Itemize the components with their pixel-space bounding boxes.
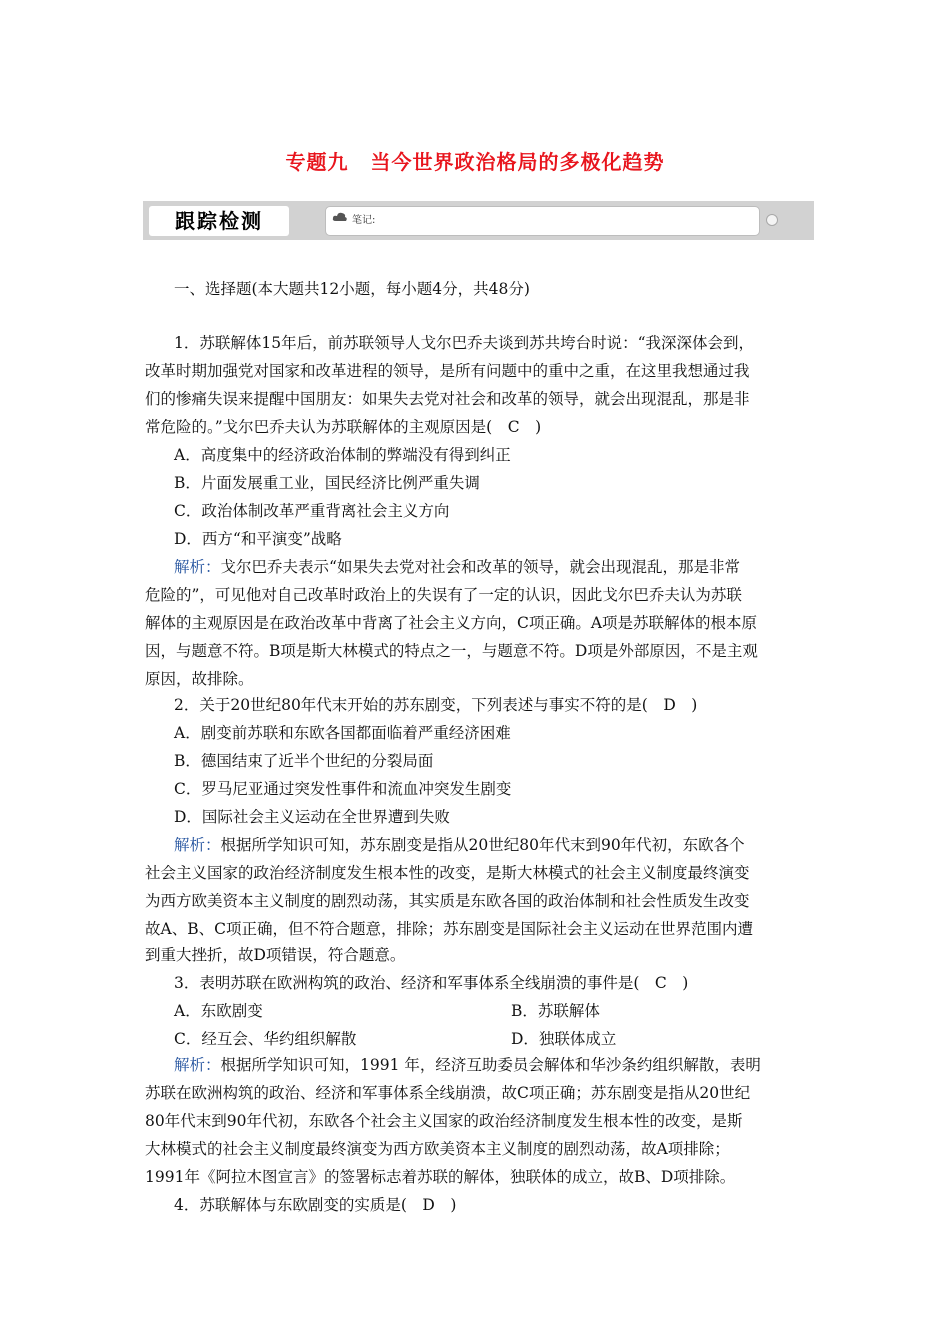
- q3-option-b: B．苏联解体: [511, 1002, 600, 1020]
- page-title: [0, 146, 950, 175]
- q3-option-c: C．经互会、华约组织解散: [174, 1030, 357, 1048]
- q2-explanation-2: 社会主义国家的政治经济制度发生根本性的改变，是斯大林模式的社会主义制度最终演变: [145, 864, 750, 882]
- title-part2: 当今世界政治格局的多极化趋势: [370, 150, 665, 174]
- q3-option-row-1: [174, 1001, 600, 1021]
- q2-option-d: D．国际社会主义运动在全世界遭到失败: [174, 808, 450, 826]
- q1-explanation-4: 因，与题意不符。B项是斯大林模式的特点之一，与题意不符。D项是外部原因，不是主观: [145, 642, 758, 660]
- q3-explanation-text: 根据所学知识可知，1991 年，经济互助委员会解体和华沙条约组织解散，表明: [220, 1056, 761, 1074]
- note-field[interactable]: [325, 206, 760, 236]
- q2-explanation-text: 根据所学知识可知，苏东剧变是指从20世纪80年代末到90年代初，东欧各个: [220, 836, 745, 854]
- tracking-banner: [143, 201, 814, 240]
- q2-option-a: A．剧变前苏联和东欧各国都面临着严重经济困难: [174, 724, 511, 742]
- q1-line-4: 常危险的。”戈尔巴乔夫认为苏联解体的主观原因是( C ): [145, 418, 542, 436]
- q3-explanation-5: 1991年《阿拉木图宣言》的签署标志着苏联的解体，独联体的成立，故B、D项排除。: [145, 1168, 736, 1186]
- q2-explanation-4: 故A、B、C项正确，但不符合题意，排除；苏东剧变是国际社会主义运动在世界范围内遭: [145, 920, 753, 938]
- q1-option-c: C．政治体制改革严重背离社会主义方向: [174, 502, 450, 520]
- q3-option-d: D．独联体成立: [511, 1030, 617, 1048]
- q3-option-a: A．东欧剧变: [174, 1002, 263, 1020]
- q2-option-c: C．罗马尼亚通过突发性事件和流血冲突发生剧变: [174, 780, 512, 798]
- q3-option-row-2: [174, 1029, 617, 1049]
- q2-explanation-5: 到重大挫折，故D项错误，符合题意。: [145, 946, 406, 964]
- q2-option-b: B．德国结束了近半个世纪的分裂局面: [174, 752, 434, 770]
- banner-tag: 跟踪检测: [149, 206, 289, 236]
- q2-line-1: 2．关于20世纪80年代末开始的苏东剧变，下列表述与事实不符的是( D ): [174, 696, 698, 714]
- q3-explanation-2: 苏联在欧洲构筑的政治、经济和军事体系全线崩溃，故C项正确；苏东剧变是指从20世纪: [145, 1084, 751, 1102]
- title-part1: 专题九: [285, 150, 349, 174]
- q1-option-b: B．片面发展重工业，国民经济比例严重失调: [174, 474, 480, 492]
- q1-explanation-3: 解体的主观原因是在政治改革中背离了社会主义方向，C项正确。A项是苏联解体的根本原: [145, 614, 758, 632]
- cloud-icon: [332, 211, 348, 223]
- q3-explanation-3: 80年代末到90年代初，东欧各个社会主义国家的政治经济制度发生根本性的改变，是斯: [145, 1112, 743, 1130]
- q4-line-1: 4．苏联解体与东欧剧变的实质是( D ): [174, 1196, 457, 1214]
- q1-line-1: 1．苏联解体15年后，前苏联领导人戈尔巴乔夫谈到苏共垮台时说：“我深深体会到，: [174, 334, 755, 352]
- explanation-label: 解析：: [174, 1056, 221, 1074]
- q1-explanation-text: 戈尔巴乔夫表示“如果失去党对社会和改革的领导，就会出现混乱，那是非常: [220, 558, 740, 576]
- q3-line-1: 3．表明苏联在欧洲构筑的政治、经济和军事体系全线崩溃的事件是( C ): [174, 974, 689, 992]
- pin-icon[interactable]: [766, 214, 778, 226]
- q2-explanation-1: [174, 835, 745, 855]
- explanation-label: 解析：: [174, 558, 221, 576]
- q1-option-d: D．西方“和平演变”战略: [174, 530, 342, 548]
- q1-line-2: 改革时期加强党对国家和改革进程的领导，是所有问题中的重中之重，在这里我想通过我: [145, 362, 750, 380]
- q1-option-a: A．高度集中的经济政治体制的弊端没有得到纠正: [174, 446, 511, 464]
- q1-explanation-1: [174, 557, 740, 577]
- section-heading: 一、选择题(本大题共12小题，每小题4分，共48分): [174, 280, 530, 298]
- q3-explanation-4: 大林模式的社会主义制度最终演变为西方欧美资本主义制度的剧烈动荡，故A项排除；: [145, 1140, 730, 1158]
- q3-explanation-1: [174, 1055, 761, 1075]
- q2-explanation-3: 为西方欧美资本主义制度的剧烈动荡，其实质是东欧各国的政治体制和社会性质发生改变: [145, 892, 750, 910]
- explanation-label: 解析：: [174, 836, 221, 854]
- q1-line-3: 们的惨痛失误来提醒中国朋友：如果失去党对社会和改革的领导，就会出现混乱，那是非: [145, 390, 750, 408]
- q1-explanation-5: 原因，故排除。: [145, 670, 254, 688]
- q1-explanation-2: 危险的”，可见他对自己改革时政治上的失误有了一定的认识，因此戈尔巴乔夫认为苏联: [145, 586, 742, 604]
- note-label: 笔记:: [352, 215, 376, 226]
